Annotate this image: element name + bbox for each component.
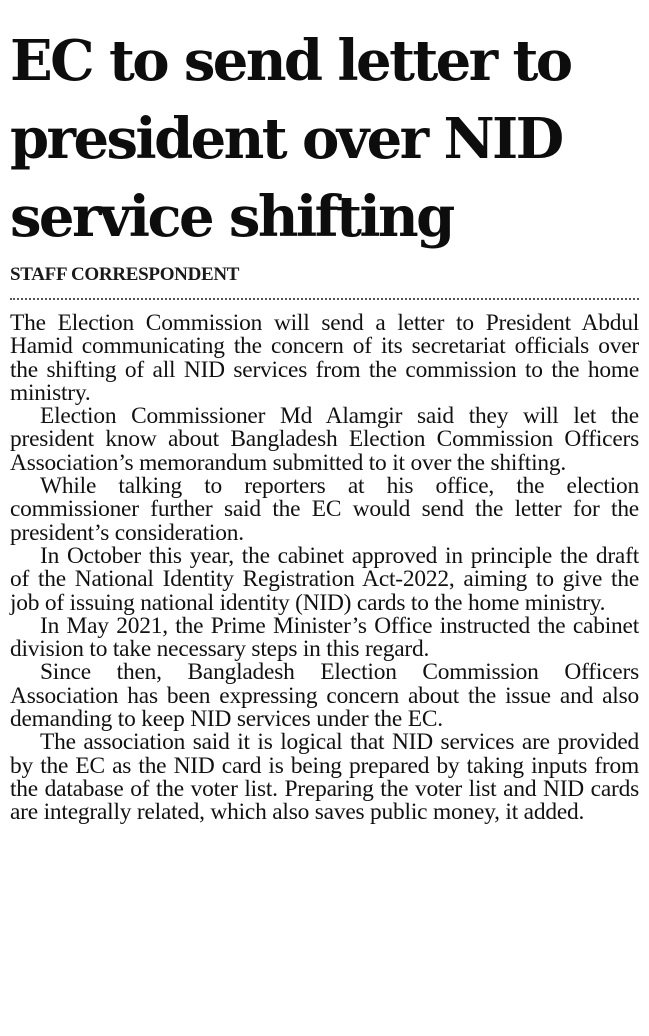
article-body — [10, 312, 639, 825]
byline: STAFF CORRESPONDENT — [10, 264, 240, 285]
dotted-divider — [10, 298, 639, 300]
paragraph: Since then, Bangladesh Election Commission Officers Association has been expressing concern about the issue and also demanding to keep NID services under the EC. — [10, 659, 639, 733]
paragraph: The Election Commission will send a letter to President Abdul Hamid communicating the concern of its secretariat officials over the shifting of all NID services from the commission to the home ministry. — [10, 310, 639, 406]
headline-line: EC to send letter to — [10, 28, 571, 94]
paragraph: While talking to reporters at his office, the election commissioner further said the EC would send the letter for the president’s consideration. — [10, 473, 639, 546]
headline-line: president over NID — [10, 106, 562, 172]
paragraph: In May 2021, the Prime Minister’s Office instructed the cabinet division to take necessary steps in this regard. — [10, 612, 639, 663]
paragraph: The association said it is logical that NID services are provided by the EC as the NID card is being prepared by taking inputs from the database of the voter list. Preparing the voter list and NID cards are integrally related, which also saves public money, it added. — [10, 729, 639, 826]
news-article — [10, 0, 639, 825]
paragraph: Election Commissioner Md Alamgir said they will let the president know about Bangladesh Election Commission Officers Association’s memorandum submitted to it over the shifting. — [10, 403, 639, 476]
headline-line: service shifting — [10, 184, 453, 250]
headline — [10, 0, 639, 256]
paragraph: In October this year, the cabinet approved in principle the draft of the National Identity Registration Act-2022, aiming to give the job of issuing national identity (NID) cards to the home ministry. — [10, 542, 639, 616]
